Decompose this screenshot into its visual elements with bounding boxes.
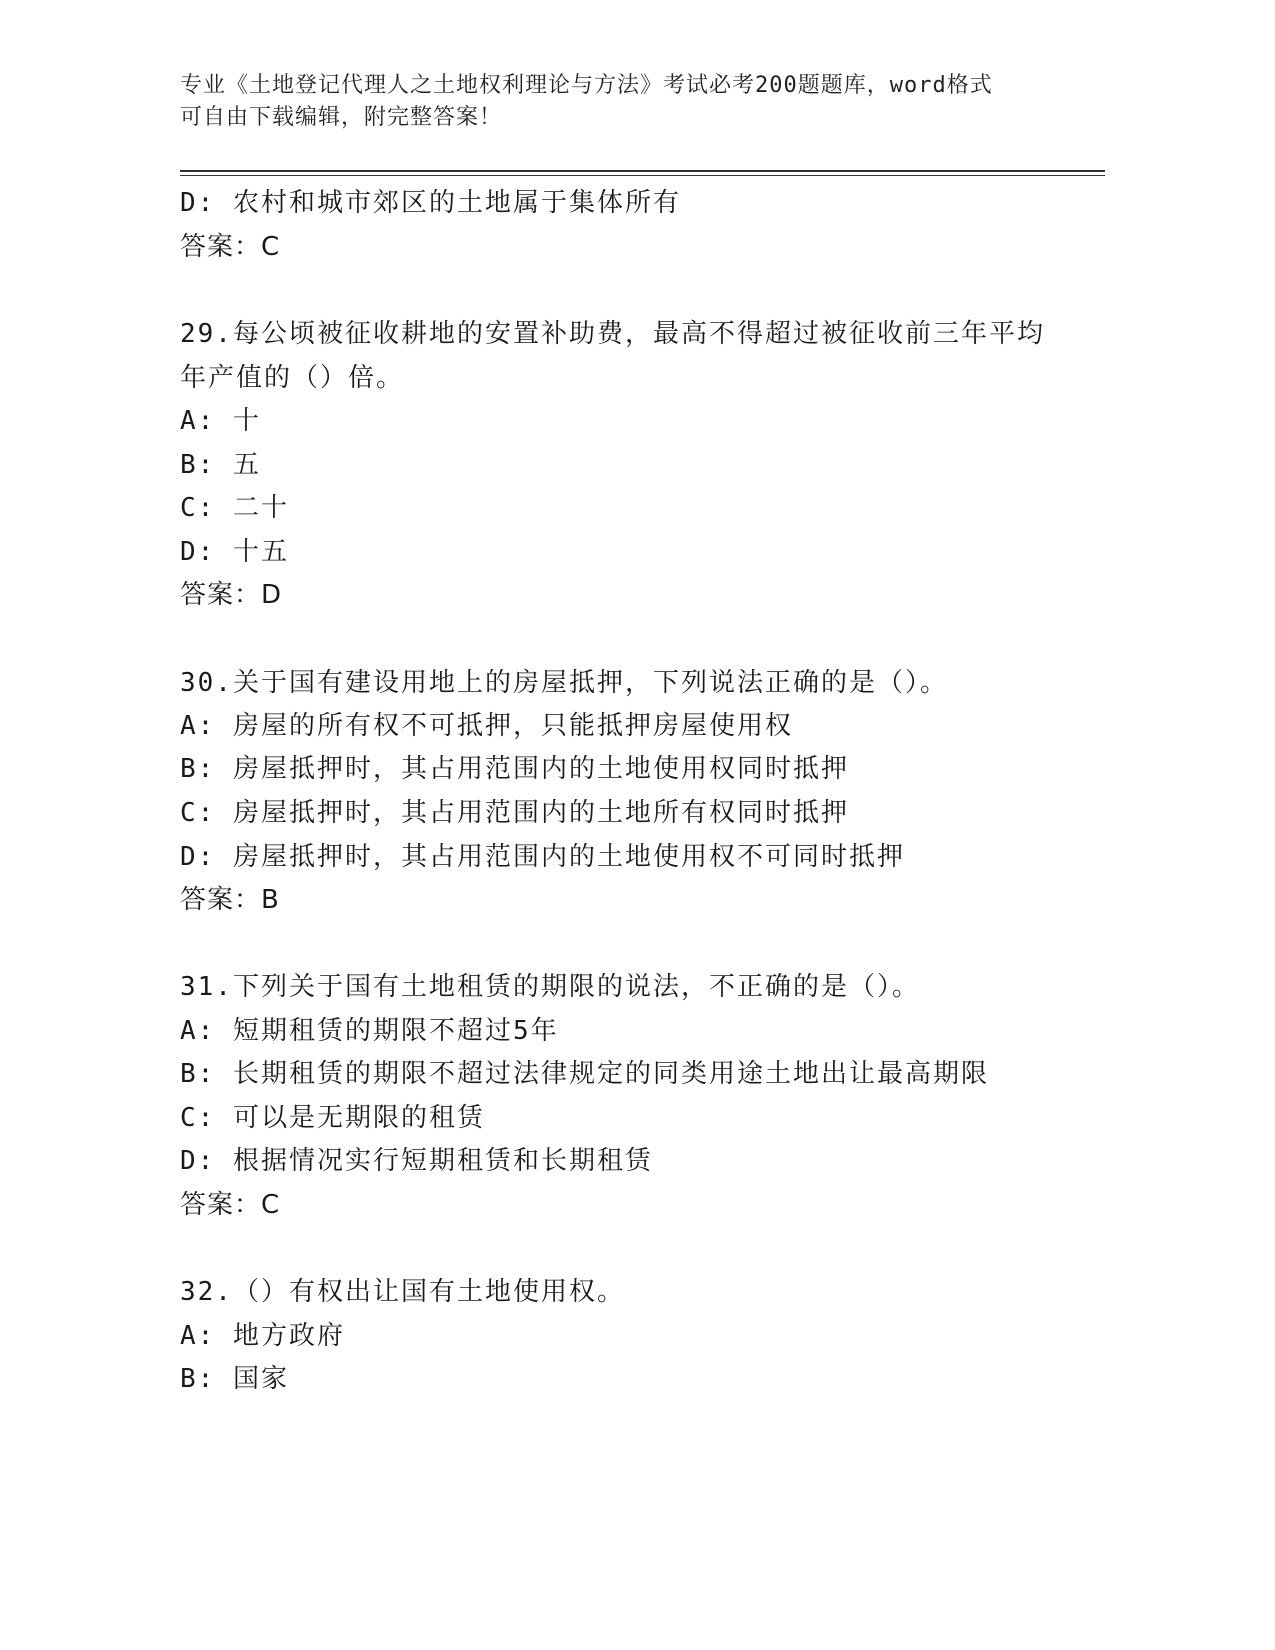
header-rule-thick xyxy=(180,170,1105,172)
option-line: B: 房屋抵押时，其占用范围内的土地使用权同时抵押 xyxy=(180,754,849,784)
header-line-1: 专业《土地登记代理人之土地权利理论与方法》考试必考200题题库，word格式 xyxy=(180,73,993,98)
option-line: C: 可以是无期限的租赁 xyxy=(180,1103,485,1133)
document-header xyxy=(180,70,1080,134)
option-line: B: 五 xyxy=(180,450,261,480)
question-line: 年产值的（）倍。 xyxy=(180,363,405,393)
header-rule-thin xyxy=(180,175,1105,176)
option-line: A: 短期租赁的期限不超过5年 xyxy=(180,1016,559,1046)
question-line: 31.下列关于国有土地租赁的期限的说法，不正确的是（）。 xyxy=(180,972,920,1002)
answer-line: 答案：B xyxy=(180,885,280,915)
option-line: A: 地方政府 xyxy=(180,1321,345,1351)
option-line: D: 农村和城市郊区的土地属于集体所有 xyxy=(180,188,681,218)
option-line: C: 房屋抵押时，其占用范围内的土地所有权同时抵押 xyxy=(180,798,849,828)
option-line: B: 国家 xyxy=(180,1364,289,1394)
answer-line: 答案：D xyxy=(180,580,283,610)
question-line: 29.每公顷被征收耕地的安置补助费，最高不得超过被征收前三年平均 xyxy=(180,319,1045,349)
answer-line: 答案：C xyxy=(180,232,281,262)
option-line: D: 十五 xyxy=(180,537,289,567)
option-line: A: 房屋的所有权不可抵押，只能抵押房屋使用权 xyxy=(180,711,793,741)
option-line: A: 十 xyxy=(180,406,261,436)
question-line: 32.（）有权出让国有土地使用权。 xyxy=(180,1277,625,1307)
option-line: C: 二十 xyxy=(180,493,289,523)
option-line: B: 长期租赁的期限不超过法律规定的同类用途土地出让最高期限 xyxy=(180,1059,989,1089)
question-line: 30.关于国有建设用地上的房屋抵押，下列说法正确的是（）。 xyxy=(180,668,948,698)
option-line: D: 根据情况实行短期租赁和长期租赁 xyxy=(180,1146,653,1176)
answer-line: 答案：C xyxy=(180,1190,281,1220)
option-line: D: 房屋抵押时，其占用范围内的土地使用权不可同时抵押 xyxy=(180,842,905,872)
header-line-2: 可自由下载编辑，附完整答案！ xyxy=(180,105,503,130)
